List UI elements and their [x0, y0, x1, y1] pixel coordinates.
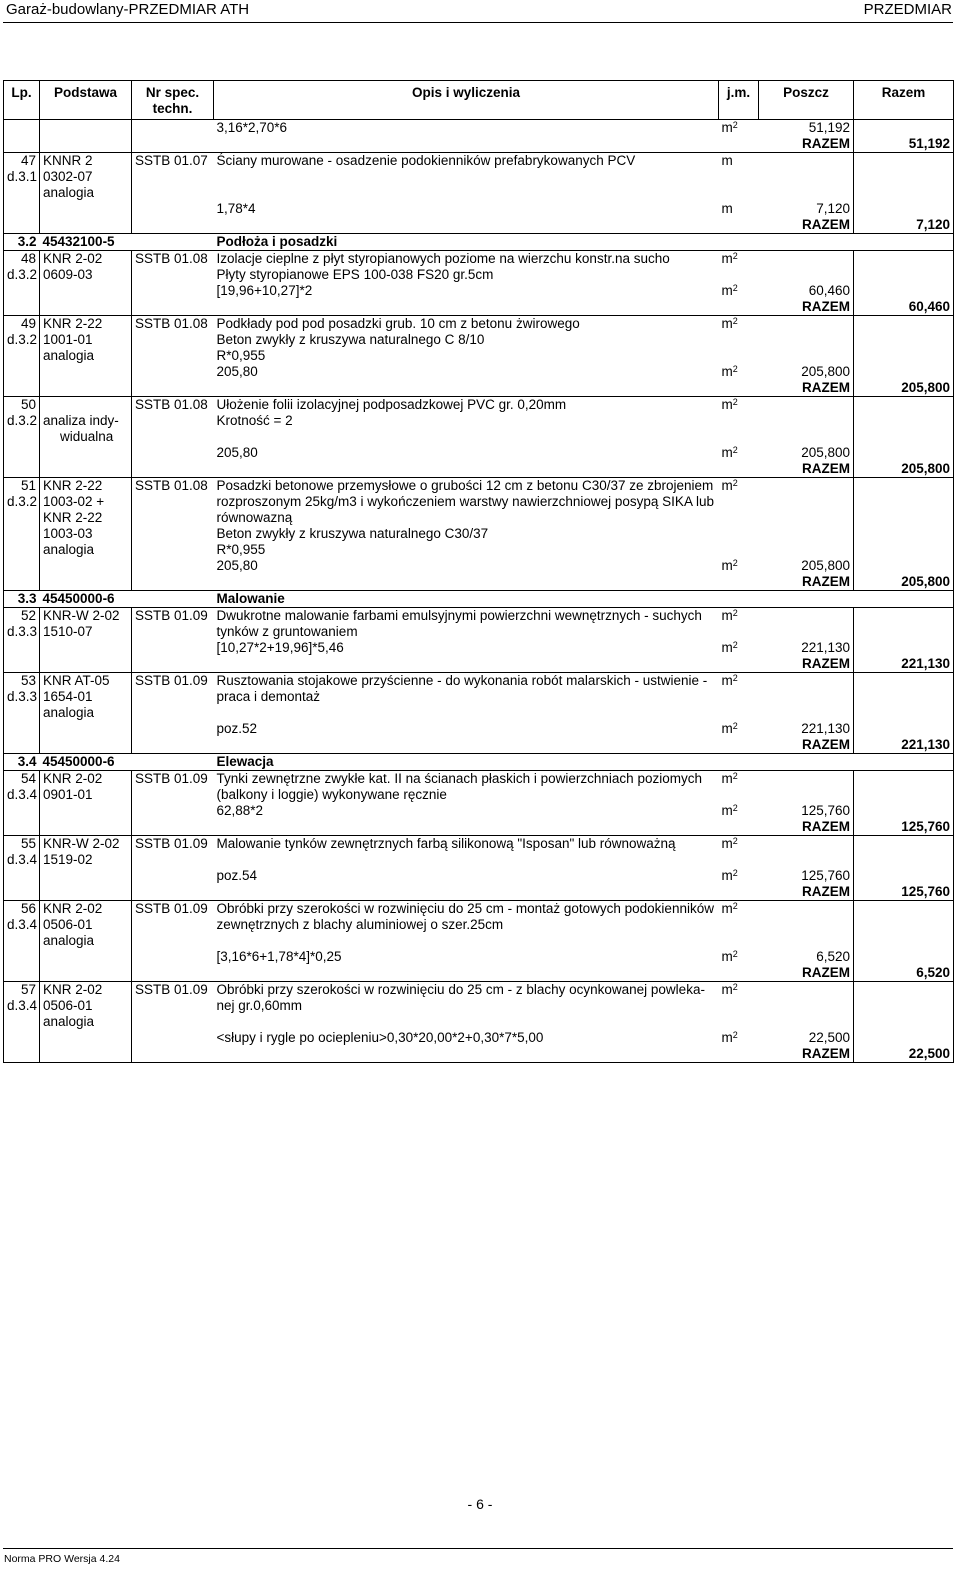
item-spec: SSTB 01.08 — [132, 251, 214, 268]
item-description-2: Płyty styropianowe EPS 100-038 FS20 gr.5cm — [216, 267, 494, 282]
razem-value: 22,500 — [854, 1046, 954, 1063]
item-code: d.3.3 — [4, 689, 40, 705]
item-description: Posadzki betonowe przemysłowe o grubości 12 cm z betonu C30/37 ze zbrojeniem rozproszonym 25kg/m3 i wykończeniem warstwy nawierzchniowej posypą SIKA lub równowazną — [216, 478, 714, 525]
table-row — [4, 478, 954, 495]
col-podstawa: Podstawa — [40, 81, 132, 120]
calc-value: 205,800 — [801, 558, 850, 573]
item-base-2: 1001-01 — [40, 332, 132, 348]
item-spec: SSTB 01.08 — [132, 316, 214, 333]
calc-text: poz.54 — [216, 868, 258, 883]
col-poszcz: Poszcz — [759, 81, 854, 120]
razem-label: RAZEM — [759, 136, 854, 153]
razem-label: RAZEM — [759, 884, 854, 901]
item-description: Malowanie tynków zewnętrznych farbą silikonową "Isposan" lub równoważną — [216, 836, 676, 851]
razem-row — [4, 737, 954, 754]
item-unit: $m^2$ — [721, 251, 738, 266]
item-code: d.3.4 — [4, 787, 40, 803]
razem-label: RAZEM — [759, 737, 854, 754]
calc-text: 62,88*2 — [216, 803, 264, 818]
col-jm: j.m. — [719, 81, 759, 120]
section-row — [4, 234, 954, 251]
item-description: Ściany murowane - osadzenie podokienników prefabrykowanych PCV — [216, 153, 636, 168]
item-number: 55 — [4, 836, 40, 853]
table-row — [4, 1014, 954, 1030]
document-title: Garaż-budowlany-PRZEDMIAR ATH — [6, 1, 250, 18]
razem-row — [4, 656, 954, 673]
item-base-2: 0302-07 — [40, 169, 132, 185]
item-base-3: KNR 2-22 — [40, 510, 132, 526]
razem-row — [4, 574, 954, 591]
item-number: 56 — [4, 901, 40, 918]
calc-value: 205,800 — [801, 364, 850, 379]
calc-unit: $m^2$ — [721, 558, 738, 573]
item-unit: $m^2$ — [721, 982, 738, 997]
calc-row — [4, 721, 954, 737]
item-spec: SSTB 01.09 — [132, 673, 214, 690]
item-base: KNR AT-05 — [40, 673, 132, 690]
calc-unit: $m^2$ — [721, 803, 738, 818]
calc-text: <słupy i rygle po ociepleniu>0,30*20,00*2+0,30*7*5,00 — [216, 1030, 544, 1045]
table-row — [4, 542, 954, 558]
section-number: 45432100-5 — [40, 234, 214, 251]
item-base-4: 1003-03 — [40, 526, 132, 542]
razem-row — [4, 1046, 954, 1063]
section-title: Podłoża i posadzki — [214, 234, 719, 251]
razem-label: RAZEM — [759, 380, 854, 397]
razem-row — [4, 965, 954, 982]
document-type: PRZEDMIAR — [863, 1, 952, 18]
razem-label: RAZEM — [759, 217, 854, 234]
item-spec: SSTB 01.09 — [132, 771, 214, 788]
calc-unit: $m^2$ — [721, 949, 738, 964]
calc-row — [4, 868, 954, 884]
item-number: 57 — [4, 982, 40, 999]
table-row — [4, 901, 954, 918]
item-description: Dwukrotne malowanie farbami emulsyjnymi powierzchni wewnętrznych - suchych tynków z gruntowaniem — [216, 608, 702, 639]
razem-row — [4, 136, 954, 153]
item-base-2: 0901-01 — [40, 787, 132, 803]
item-description: Rusztowania stojakowe przyścienne - do wykonania robót malarskich - ustwienie - praca i demontaż — [216, 673, 708, 704]
calc-row — [4, 283, 954, 299]
table-row — [4, 153, 954, 170]
item-unit: $m^2$ — [721, 316, 738, 331]
item-code: d.3.2 — [4, 332, 40, 348]
calc-row — [4, 364, 954, 380]
calc-value: 125,760 — [801, 868, 850, 883]
item-base-2: 1519-02 — [40, 852, 132, 868]
razem-row — [4, 884, 954, 901]
calc-value: 221,130 — [801, 640, 850, 655]
calc-unit: $m^2$ — [721, 1030, 738, 1045]
item-description-2: Beton zwykły z kruszywa naturalnego C 8/10 — [216, 332, 485, 347]
col-nr-spec: Nr spec. techn. — [132, 81, 214, 120]
calc-unit: $m^2$ — [721, 283, 738, 298]
calc-value: 60,460 — [808, 283, 850, 298]
calc-row — [4, 1030, 954, 1046]
item-spec: SSTB 01.09 — [132, 608, 214, 625]
table-row — [4, 982, 954, 999]
item-number: 49 — [4, 316, 40, 333]
calc-row — [4, 949, 954, 965]
item-spec: SSTB 01.08 — [132, 478, 214, 495]
razem-label: RAZEM — [759, 299, 854, 316]
calc-unit: $m^2$ — [721, 445, 738, 460]
item-unit: m — [721, 153, 733, 168]
calc-text: [3,16*6+1,78*4]*0,25 — [216, 949, 342, 964]
razem-label: RAZEM — [759, 965, 854, 982]
item-number: 48 — [4, 251, 40, 268]
table-row — [4, 251, 954, 268]
item-spec: SSTB 01.09 — [132, 901, 214, 918]
razem-value: 205,800 — [854, 461, 954, 478]
razem-row — [4, 299, 954, 316]
section-title: Elewacja — [214, 754, 719, 771]
calc-unit: $m^2$ — [721, 721, 738, 736]
razem-label: RAZEM — [759, 574, 854, 591]
calc-value: 221,130 — [801, 721, 850, 736]
calc-unit: $m^2$ — [721, 868, 738, 883]
item-base-3: analogia — [40, 348, 132, 364]
item-number: 50 — [4, 397, 40, 414]
item-base-2: 1510-07 — [40, 624, 132, 640]
calc-text: 205,80 — [216, 445, 258, 460]
calc-unit: $m^2$ — [721, 120, 738, 135]
razem-value: 125,760 — [854, 819, 954, 836]
header-divider — [3, 22, 953, 23]
table-row — [4, 933, 954, 949]
item-spec: SSTB 01.07 — [132, 153, 214, 170]
calc-unit: $m^2$ — [721, 640, 738, 655]
item-code: d.3.2 — [4, 267, 40, 283]
section-number: 45450000-6 — [40, 591, 214, 608]
razem-label: RAZEM — [759, 1046, 854, 1063]
table-row — [4, 267, 954, 283]
item-base: KNR-W 2-02 — [40, 608, 132, 625]
razem-value: 125,760 — [854, 884, 954, 901]
item-base-3: analogia — [40, 933, 132, 949]
item-base: KNR-W 2-02 — [40, 836, 132, 853]
table-row — [4, 348, 954, 364]
calc-value: 205,800 — [801, 445, 850, 460]
calc-row — [4, 640, 954, 656]
col-razem: Razem — [854, 81, 954, 120]
item-description-3: R*0,955 — [216, 542, 266, 557]
item-base-2: 0506-01 — [40, 998, 132, 1014]
item-code: d.3.1 — [4, 169, 40, 185]
item-base-2: 0609-03 — [40, 267, 132, 283]
table-row — [4, 526, 954, 542]
item-base-2: 1654-01 — [40, 689, 132, 705]
razem-value: 7,120 — [854, 217, 954, 234]
item-number: 54 — [4, 771, 40, 788]
table-header-row — [4, 81, 954, 120]
item-base-3: analogia — [40, 185, 132, 201]
section-title: Malowanie — [214, 591, 719, 608]
item-base: KNR 2-02 — [40, 982, 132, 999]
calc-text: 3,16*2,70*6 — [216, 120, 288, 135]
razem-value: 51,192 — [854, 136, 954, 153]
item-base-2: widualna — [40, 429, 132, 445]
calc-text: 205,80 — [216, 558, 258, 573]
item-description: Tynki zewnętrzne zwykłe kat. II na ścianach płaskich i powierzchniach poziomych (balkony i loggie) wykonywane ręcznie — [216, 771, 702, 802]
razem-value: 205,800 — [854, 380, 954, 397]
item-spec: SSTB 01.08 — [132, 397, 214, 414]
calc-unit: $m^2$ — [721, 364, 738, 379]
item-description: Obróbki przy szerokości w rozwinięciu do 25 cm - montaż gotowych podokienników zewnętrznych z blachy aluminiowej o szer.25cm — [216, 901, 714, 932]
item-base-3: analogia — [40, 1014, 132, 1030]
calc-row — [4, 558, 954, 574]
item-description: Izolacje cieplne z płyt styropianowych poziome na wierzchu konstr.na sucho — [216, 251, 670, 266]
item-unit: $m^2$ — [721, 478, 738, 493]
item-unit: $m^2$ — [721, 901, 738, 916]
table-row — [4, 705, 954, 721]
calc-value: 22,500 — [808, 1030, 850, 1045]
table-row — [4, 836, 954, 853]
item-code: d.3.2 — [4, 413, 40, 429]
calc-text: 205,80 — [216, 364, 258, 379]
calc-value: 6,520 — [816, 949, 850, 964]
col-opis: Opis i wyliczenia — [214, 81, 719, 120]
item-base-2: 0506-01 — [40, 917, 132, 933]
item-code: d.3.2 — [4, 494, 40, 510]
calc-value: 125,760 — [801, 803, 850, 818]
table-row — [4, 852, 954, 868]
calc-text: [19,96+10,27]*2 — [216, 283, 313, 298]
item-unit: $m^2$ — [721, 673, 738, 688]
item-description: Podkłady pod pod posadzki grub. 10 cm z betonu żwirowego — [216, 316, 580, 331]
item-unit: $m^2$ — [721, 608, 738, 623]
item-number: 51 — [4, 478, 40, 495]
razem-row — [4, 461, 954, 478]
razem-value: 6,520 — [854, 965, 954, 982]
calc-text: [10,27*2+19,96]*5,46 — [216, 640, 344, 655]
table-row — [4, 413, 954, 429]
section-row — [4, 754, 954, 771]
col-lp: Lp. — [4, 81, 40, 120]
item-base: analiza indy- — [40, 413, 132, 429]
item-base: KNNR 2 — [40, 153, 132, 170]
calc-unit: m — [721, 201, 733, 216]
section-number: 45450000-6 — [40, 754, 214, 771]
calc-row — [4, 120, 954, 137]
table-row — [4, 429, 954, 445]
item-code: d.3.4 — [4, 917, 40, 933]
item-code: d.3.4 — [4, 998, 40, 1014]
item-code: d.3.3 — [4, 624, 40, 640]
item-base-5: analogia — [40, 542, 132, 558]
page-number: - 6 - — [467, 1496, 493, 1512]
razem-label: RAZEM — [759, 656, 854, 673]
software-version: Norma PRO Wersja 4.24 — [4, 1553, 120, 1565]
section-row — [4, 591, 954, 608]
razem-row — [4, 380, 954, 397]
item-code: d.3.4 — [4, 852, 40, 868]
item-number: 52 — [4, 608, 40, 625]
item-description-3: R*0,955 — [216, 348, 266, 363]
item-number: 47 — [4, 153, 40, 170]
item-base: KNR 2-22 — [40, 478, 132, 495]
razem-value: 60,460 — [854, 299, 954, 316]
table-row — [4, 316, 954, 333]
razem-label: RAZEM — [759, 461, 854, 478]
calc-text: poz.52 — [216, 721, 258, 736]
calc-value: 51,192 — [808, 120, 850, 135]
table-row — [4, 332, 954, 348]
item-base: KNR 2-02 — [40, 901, 132, 918]
calc-value: 7,120 — [816, 201, 850, 216]
footer-divider — [3, 1548, 953, 1549]
razem-value: 205,800 — [854, 574, 954, 591]
razem-value: 221,130 — [854, 656, 954, 673]
estimate-table — [3, 80, 954, 1063]
item-description-2: Beton zwykły z kruszywa naturalnego C30/37 — [216, 526, 489, 541]
calc-row — [4, 201, 954, 217]
item-description-2: Krotność = 2 — [216, 413, 293, 428]
page-header — [0, 0, 960, 20]
item-base: KNR 2-02 — [40, 251, 132, 268]
item-unit: $m^2$ — [721, 836, 738, 851]
razem-row — [4, 819, 954, 836]
razem-label: RAZEM — [759, 819, 854, 836]
item-base-3: analogia — [40, 705, 132, 721]
table-row — [4, 771, 954, 788]
table-row — [4, 673, 954, 690]
section-code: 3.4 — [4, 754, 40, 771]
razem-row — [4, 217, 954, 234]
item-number: 53 — [4, 673, 40, 690]
item-description: Obróbki przy szerokości w rozwinięciu do 25 cm - z blachy ocynkowanej powleka- nej gr.0,60mm — [216, 982, 705, 1013]
calc-text: 1,78*4 — [216, 201, 256, 216]
razem-value: 221,130 — [854, 737, 954, 754]
item-unit: $m^2$ — [721, 397, 738, 412]
table-row — [4, 169, 954, 185]
item-spec: SSTB 01.09 — [132, 836, 214, 853]
section-code: 3.2 — [4, 234, 40, 251]
item-base: KNR 2-22 — [40, 316, 132, 333]
calc-row — [4, 803, 954, 819]
item-spec: SSTB 01.09 — [132, 982, 214, 999]
table-row — [4, 397, 954, 414]
calc-row — [4, 445, 954, 461]
item-base-2: 1003-02 + — [40, 494, 132, 510]
item-base: KNR 2-02 — [40, 771, 132, 788]
item-unit: $m^2$ — [721, 771, 738, 786]
table-row — [4, 185, 954, 201]
section-code: 3.3 — [4, 591, 40, 608]
item-description: Ułożenie folii izolacyjnej podposadzkowej PVC gr. 0,20mm — [216, 397, 567, 412]
table-row — [4, 608, 954, 625]
